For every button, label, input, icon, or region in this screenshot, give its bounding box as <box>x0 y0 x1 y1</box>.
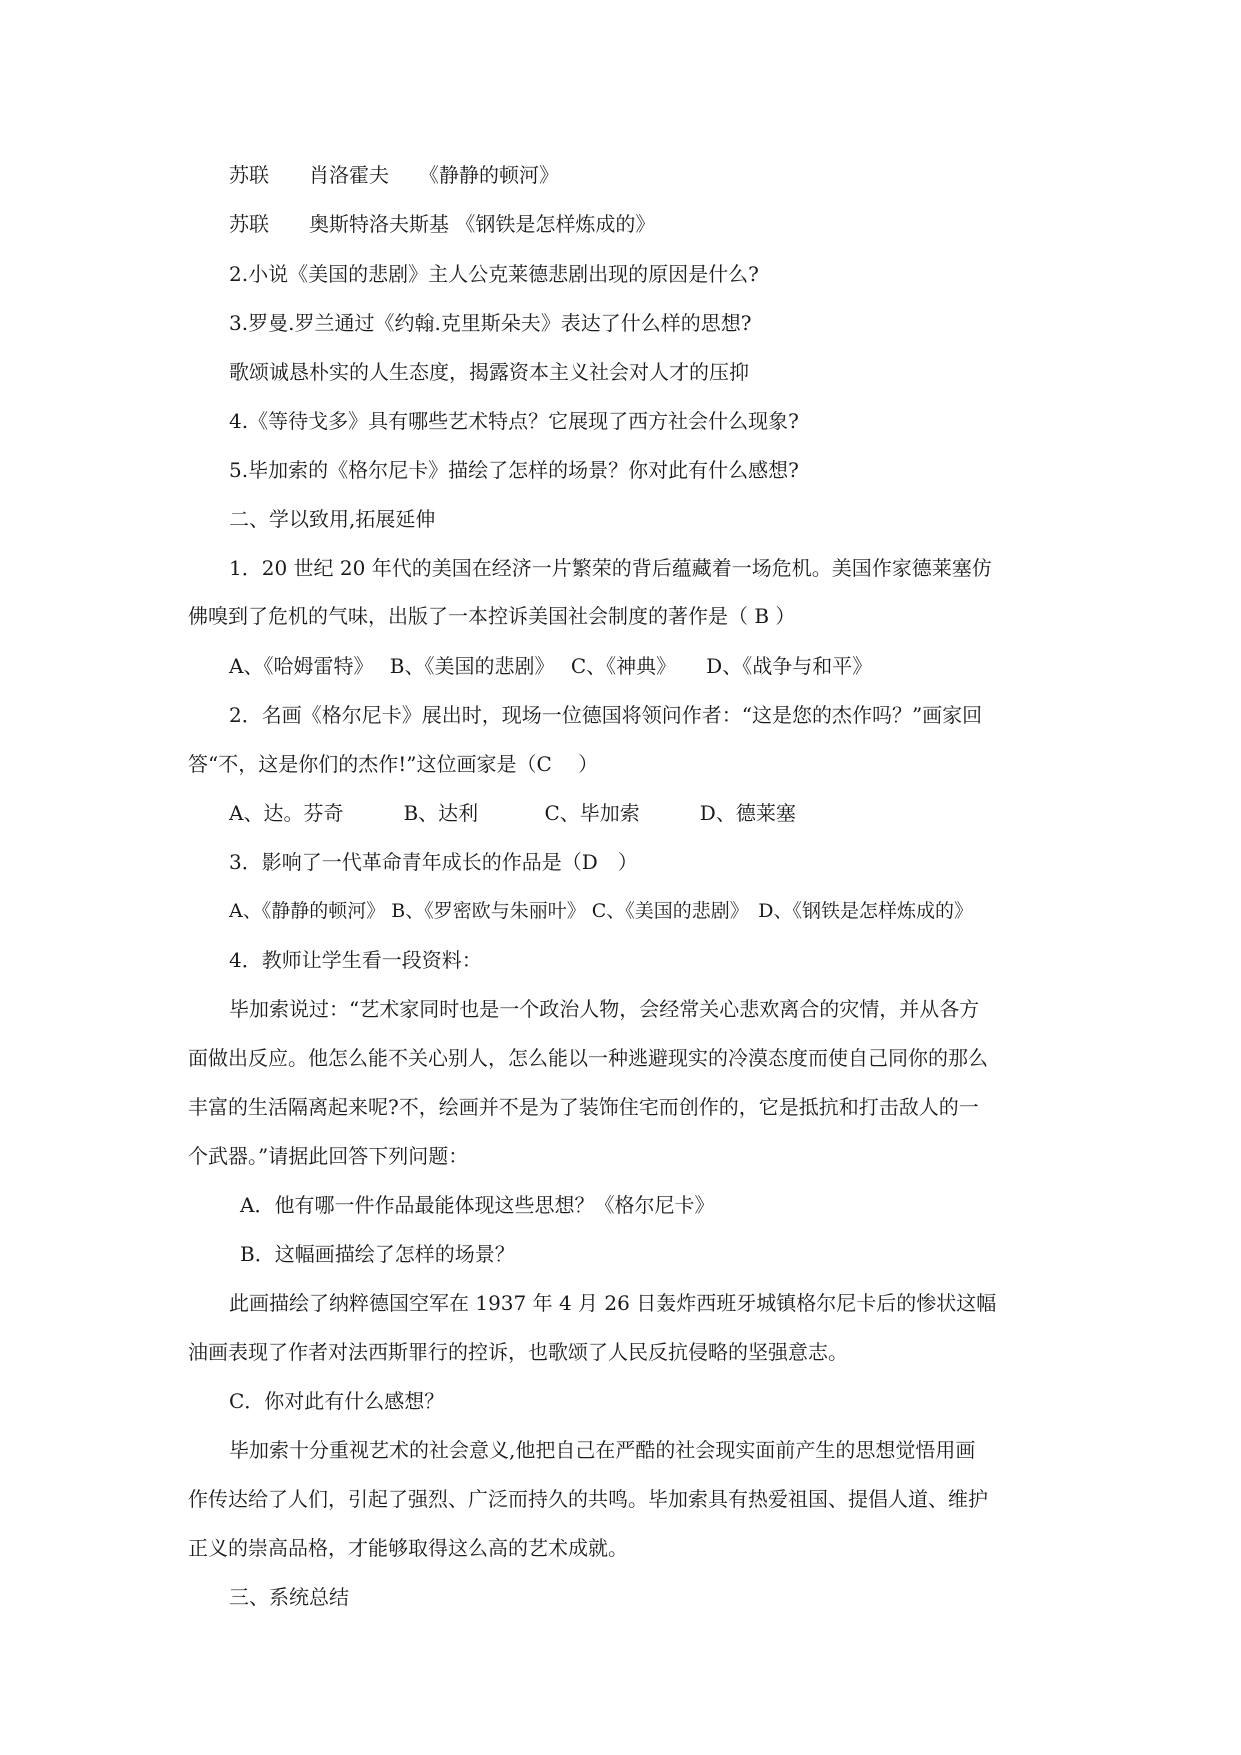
text-line-1: 苏联 肖洛霍夫 《静静的顿河》 <box>229 163 559 187</box>
text-line-9: 1．20 世纪 20 年代的美国在经济一片繁荣的背后蕴藏着一场危机。美国作家德莱塞仿 <box>229 556 992 580</box>
text-line-6: 4.《等待戈多》具有哪些艺术特点？它展现了西方社会什么现象? <box>229 409 799 433</box>
text-line-26: C．你对此有什么感想？ <box>229 1389 445 1413</box>
text-line-3: 2.小说《美国的悲剧》主人公克莱德悲剧出现的原因是什么? <box>229 262 759 286</box>
text-line-11: A、《哈姆雷特》 B、《美国的悲剧》 C、《神典》 D、《战争与和平》 <box>229 654 873 678</box>
section-heading-3: 三、系统总结 <box>229 1585 349 1609</box>
text-line-4: 3.罗曼.罗兰通过《约翰.克里斯朵夫》表达了什么样的思想? <box>229 311 752 335</box>
text-line-12: 2．名画《格尔尼卡》展出时，现场一位德国将领问作者：“这是您的杰作吗？”画家回 <box>229 703 983 727</box>
text-line-28: 作传达给了人们，引起了强烈、广泛而持久的共鸣。毕加索具有热爱祖国、提倡人道、维护 <box>188 1487 988 1511</box>
text-line-2: 苏联 奥斯特洛夫斯基 《钢铁是怎样炼成的》 <box>229 212 656 236</box>
text-line-17: 4．教师让学生看一段资料： <box>229 948 482 972</box>
text-line-18: 毕加索说过：“艺术家同时也是一个政治人物，会经常关心悲欢离合的灾情，并从各方 <box>229 997 980 1021</box>
text-line-7: 5.毕加索的《格尔尼卡》描绘了怎样的场景？你对此有什么感想? <box>229 458 799 482</box>
text-line-25: 油画表现了作者对法西斯罪行的控诉，也歌颂了人民反抗侵略的坚强意志。 <box>188 1340 848 1364</box>
text-line-13: 答“不，这是你们的杰作!”这位画家是（C ） <box>188 752 599 776</box>
text-line-16: A、《静静的顿河》 B、《罗密欧与朱丽叶》 C、《美国的悲剧》 D、《钢铁是怎样炼成的》 <box>229 900 974 922</box>
text-line-23: B．这幅画描绘了怎样的场景？ <box>240 1242 515 1266</box>
text-line-20: 丰富的生活隔离起来呢?不，绘画并不是为了装饰住宅而创作的，它是抵抗和打击敌人的一 <box>188 1095 979 1119</box>
text-line-21: 个武器。”请据此回答下列问题： <box>188 1144 469 1168</box>
text-line-19: 面做出反应。他怎么能不关心别人，怎么能以一种逃避现实的冷漠态度而使自己同你的那么 <box>188 1046 988 1070</box>
text-line-29: 正义的崇高品格，才能够取得这么高的艺术成就。 <box>188 1536 628 1560</box>
text-line-24: 此画描绘了纳粹德国空军在 1937 年 4 月 26 日轰炸西班牙城镇格尔尼卡后的惨状这幅 <box>229 1291 997 1315</box>
text-line-14: A、达。芬奇 B、达利 C、毕加索 D、德莱塞 <box>229 801 796 825</box>
text-line-5: 歌颂诚恳朴实的人生态度，揭露资本主义社会对人才的压抑 <box>229 360 749 384</box>
text-line-22: A．他有哪一件作品最能体现这些思想？《格尔尼卡》 <box>240 1193 715 1217</box>
text-line-15: 3．影响了一代革命青年成长的作品是（D ） <box>229 850 638 874</box>
section-heading-2: 二、学以致用,拓展延伸 <box>229 507 436 531</box>
text-line-10: 佛嗅到了危机的气味，出版了一本控诉美国社会制度的著作是（ B ） <box>188 604 796 628</box>
text-line-27: 毕加索十分重视艺术的社会意义,他把自己在严酷的社会现实面前产生的思想觉悟用画 <box>229 1438 976 1462</box>
